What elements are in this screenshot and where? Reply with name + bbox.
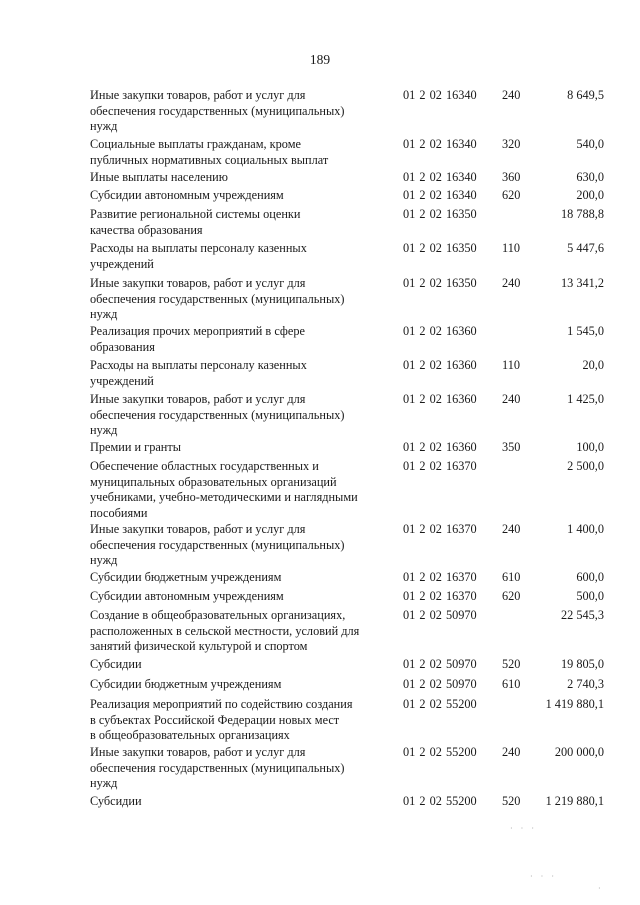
row-expense-type: 610 (502, 570, 521, 584)
row-code: 01 2 02 16340 (403, 137, 477, 151)
row-name: Создание в общеобразовательных организациях, расположенных в сельской местности, условий для занятий физической культурой и спортом (90, 608, 360, 653)
row-amount: 540,0 (576, 137, 604, 151)
row-code: 01 2 02 16360 (403, 440, 477, 454)
row-code: 01 2 02 16350 (403, 207, 477, 221)
row-amount: 22 545,3 (560, 608, 604, 622)
row-code: 01 2 02 16340 (403, 170, 477, 184)
row-code: 01 2 02 55200 (403, 745, 477, 759)
row-expense-type: 320 (502, 137, 521, 151)
row-code: 01 2 02 16340 (403, 188, 477, 202)
row-name: Обеспечение областных государственных и муниципальных образовательных организаций учебниками, учебно-методическими и наглядными пособиями (90, 459, 358, 520)
row-expense-type: 240 (502, 88, 521, 102)
row-name: Иные закупки товаров, работ и услуг для обеспечения государственных (муниципальных) нужд (90, 276, 345, 321)
row-amount: 200,0 (576, 188, 604, 202)
row-expense-type: 610 (502, 677, 521, 691)
row-code: 01 2 02 16370 (403, 522, 477, 536)
scan-speck: · (598, 884, 604, 893)
row-code: 01 2 02 55200 (403, 794, 477, 808)
row-amount: 1 400,0 (567, 522, 604, 536)
row-name: Иные выплаты населению (90, 170, 228, 184)
row-name: Субсидии бюджетным учреждениям (90, 570, 282, 584)
row-amount: 20,0 (582, 358, 604, 372)
row-code: 01 2 02 16370 (403, 589, 477, 603)
row-name: Премии и гранты (90, 440, 182, 454)
row-expense-type: 620 (502, 188, 521, 202)
row-expense-type: 360 (502, 170, 521, 184)
scan-speck: · · · (510, 824, 537, 833)
row-code: 01 2 02 16340 (403, 88, 477, 102)
row-code: 01 2 02 55200 (403, 697, 477, 711)
row-amount: 19 805,0 (560, 657, 604, 671)
row-code: 01 2 02 16350 (403, 276, 477, 290)
row-code: 01 2 02 16360 (403, 358, 477, 372)
row-name: Иные закупки товаров, работ и услуг для обеспечения государственных (муниципальных) нужд (90, 88, 345, 133)
row-name: Иные закупки товаров, работ и услуг для обеспечения государственных (муниципальных) нужд (90, 392, 345, 437)
row-amount: 100,0 (576, 440, 604, 454)
row-name: Расходы на выплаты персоналу казенных учреждений (90, 358, 307, 388)
row-expense-type: 110 (502, 241, 520, 255)
row-name: Социальные выплаты гражданам, кроме публичных нормативных социальных выплат (90, 137, 329, 167)
scan-speck: · · · (530, 872, 557, 881)
row-expense-type: 240 (502, 276, 521, 290)
row-code: 01 2 02 50970 (403, 608, 477, 622)
row-expense-type: 240 (502, 745, 521, 759)
row-code: 01 2 02 16360 (403, 324, 477, 338)
row-name: Реализация прочих мероприятий в сфере образования (90, 324, 305, 354)
row-code: 01 2 02 16350 (403, 241, 477, 255)
row-expense-type: 350 (502, 440, 521, 454)
row-amount: 200 000,0 (554, 745, 604, 759)
row-amount: 2 500,0 (567, 459, 604, 473)
row-code: 01 2 02 50970 (403, 657, 477, 671)
row-amount: 1 419 880,1 (545, 697, 604, 711)
row-expense-type: 520 (502, 657, 521, 671)
row-amount: 2 740,3 (567, 677, 604, 691)
page-number: 189 (309, 52, 331, 67)
row-expense-type: 240 (502, 522, 521, 536)
row-amount: 1 545,0 (567, 324, 604, 338)
row-name: Иные закупки товаров, работ и услуг для обеспечения государственных (муниципальных) нужд (90, 522, 345, 567)
row-name: Субсидии (90, 657, 142, 671)
row-expense-type: 240 (502, 392, 521, 406)
row-name: Субсидии бюджетным учреждениям (90, 677, 282, 691)
row-name: Реализация мероприятий по содействию создания в субъектах Российской Федерации новых мест в общеобразовательных организациях (90, 697, 353, 742)
row-amount: 5 447,6 (567, 241, 604, 255)
row-name: Иные закупки товаров, работ и услуг для обеспечения государственных (муниципальных) нужд (90, 745, 345, 790)
row-code: 01 2 02 16370 (403, 570, 477, 584)
row-amount: 500,0 (576, 589, 604, 603)
row-expense-type: 520 (502, 794, 521, 808)
row-amount: 630,0 (576, 170, 604, 184)
row-amount: 600,0 (576, 570, 604, 584)
row-amount: 8 649,5 (567, 88, 604, 102)
row-expense-type: 110 (502, 358, 520, 372)
row-code: 01 2 02 16370 (403, 459, 477, 473)
row-amount: 1 219 880,1 (545, 794, 604, 808)
row-name: Субсидии автономным учреждениям (90, 188, 284, 202)
row-amount: 1 425,0 (567, 392, 604, 406)
row-code: 01 2 02 50970 (403, 677, 477, 691)
row-name: Расходы на выплаты персоналу казенных учреждений (90, 241, 307, 271)
row-name: Субсидии автономным учреждениям (90, 589, 284, 603)
row-code: 01 2 02 16360 (403, 392, 477, 406)
row-expense-type: 620 (502, 589, 521, 603)
row-amount: 13 341,2 (560, 276, 604, 290)
row-amount: 18 788,8 (560, 207, 604, 221)
row-name: Развитие региональной системы оценки качества образования (90, 207, 301, 237)
row-name: Субсидии (90, 794, 142, 808)
